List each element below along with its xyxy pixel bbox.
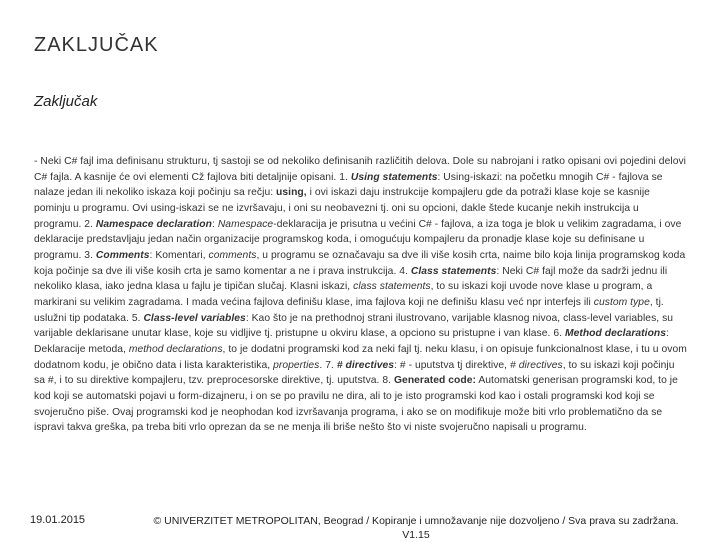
bold-term: using,	[276, 187, 307, 199]
text-run: : Komentari,	[149, 249, 209, 261]
italic-term: # directives	[510, 359, 563, 371]
text-run: i ovi iskazi daju instrukcije kompajleru gde da potraži klase koje se kasnije pominju u programu. Ovi using-iskazi se ne izvršavaju, i oni su neobavezni tj. oni su opcioni, dakle štede kucanje nekih instrukcija u programu. 2.	[34, 187, 650, 230]
italic-term: Namespace	[217, 218, 274, 230]
emphasis-term: Class statements	[410, 265, 497, 277]
emphasis-term: Using statements	[350, 171, 438, 183]
version-label: V1.15	[402, 529, 430, 541]
text-run: -deklaracija je prisutna u većini C# - fajlova, a iza toga je blok u velikim zagradama, i ove deklaracije predstavljaju jedan način organizacije programskog koda, i omogućuju kompajleru da pronadje klase koje su definisane u programu. 3.	[34, 218, 682, 261]
text-run: , to su iskazi koji počinju sa #, i to su direktive kompajleru, tzv. preprocesorske direktive, tj. uputstva. 8.	[34, 359, 675, 387]
body-paragraph	[34, 154, 688, 436]
text-run: : Deklaracije metoda,	[34, 328, 669, 355]
bold-term: Generated code:	[393, 375, 476, 387]
text-run: , u programu se označavaju sa dve ili više kosih crta, naime bilo koja linija programskog koda koja počinje sa dve ili više kosih crta je samo komentar a ne i prava instrukcija. 4.	[34, 249, 686, 277]
emphasis-term: Class-level variables	[143, 312, 246, 324]
footer-date: 19.01.2015	[30, 514, 86, 526]
italic-term: comments	[208, 249, 257, 261]
italic-term: class statements	[353, 281, 431, 293]
text-run: , to je dodatni programski kod za neki fajl tj. neku klasu, i on opisuje funkcionalnost klase, i tu u ovom dodatnom kodu, je obično data i lista karakteristika,	[34, 343, 687, 371]
text-run: : Kao što je na prethodnoj strani ilustrovano, varijable klasnog nivoa, class-level variables, su varijable deklarisane unutar klase, koje su vidljive tj. pristupne u okviru klase, a opciono su pristupne i van klase. 6.	[34, 312, 674, 340]
slide-title: ZAKLJUČAK	[34, 34, 159, 56]
text-run: : # - uputstva tj direktive,	[394, 359, 511, 371]
italic-term: method declarations	[128, 343, 223, 355]
footer-copyright	[130, 514, 702, 542]
emphasis-term: Comments	[95, 249, 150, 261]
copyright-text: © UNIVERZITET METROPOLITAN, Beograd / Kopiranje i umnožavanje nije dozvoljeno / Sva prava su zadržana.	[153, 515, 679, 527]
text-run: , to su iskazi koji uvode nove klase u program, a markirani su velikim zagradama. I mada većina fajlova definišu klase, ima fajlova koji ne definišu klasu već npr interfejs ili	[34, 281, 653, 308]
text-run: . 7.	[319, 359, 337, 371]
text-run: , tj. uslužni tip podataka. 5.	[34, 296, 664, 324]
italic-term: properties	[273, 359, 320, 371]
text-run: : Neki C# fajl može da sadrži jednu ili nekoliko klasa, iako jedna klasa u fajlu je tipičan slučaj. Klasni iskazi,	[34, 265, 668, 293]
italic-term: custom type	[593, 296, 650, 308]
emphasis-term: Method declarations	[564, 328, 667, 340]
text-run: :	[211, 218, 218, 230]
emphasis-term: Namespace declaration	[95, 218, 212, 230]
text-run: Automatski generisan programski kod, to je kod koji se automatski pojavi u form-dizajneru, i on se po pravilu ne dira, ali to je isto programski kod kao i ostali programski kod koji se svojeručno piše. Ovaj programski kod je neophodan kod izvršavanja programa, i ako se on modifikuje može biti vrlo problematično da se ispravi takva greška, pa treba biti vrlo oprezan da se ne menja ili briše nešto što vi niste svojeručno napisali u programu.	[34, 375, 678, 434]
text-run: : Using-iskazi: na početku mnogih C# - fajlova se nalaze jedan ili nekoliko iskaza koji počinju sa rečju:	[34, 171, 663, 199]
emphasis-term: # directives	[336, 359, 395, 371]
text-run: - Neki C# fajl ima definisanu strukturu, tj sastoji se od nekoliko definisanih različitih delova. Dole su nabrojani i ratko opisani ovi pojedini delovi C# fajla. A kasnije će ovi elementi Cž fajlova biti detaljnije opisani. 1.	[34, 156, 687, 183]
section-heading: Zaključak	[34, 93, 98, 110]
